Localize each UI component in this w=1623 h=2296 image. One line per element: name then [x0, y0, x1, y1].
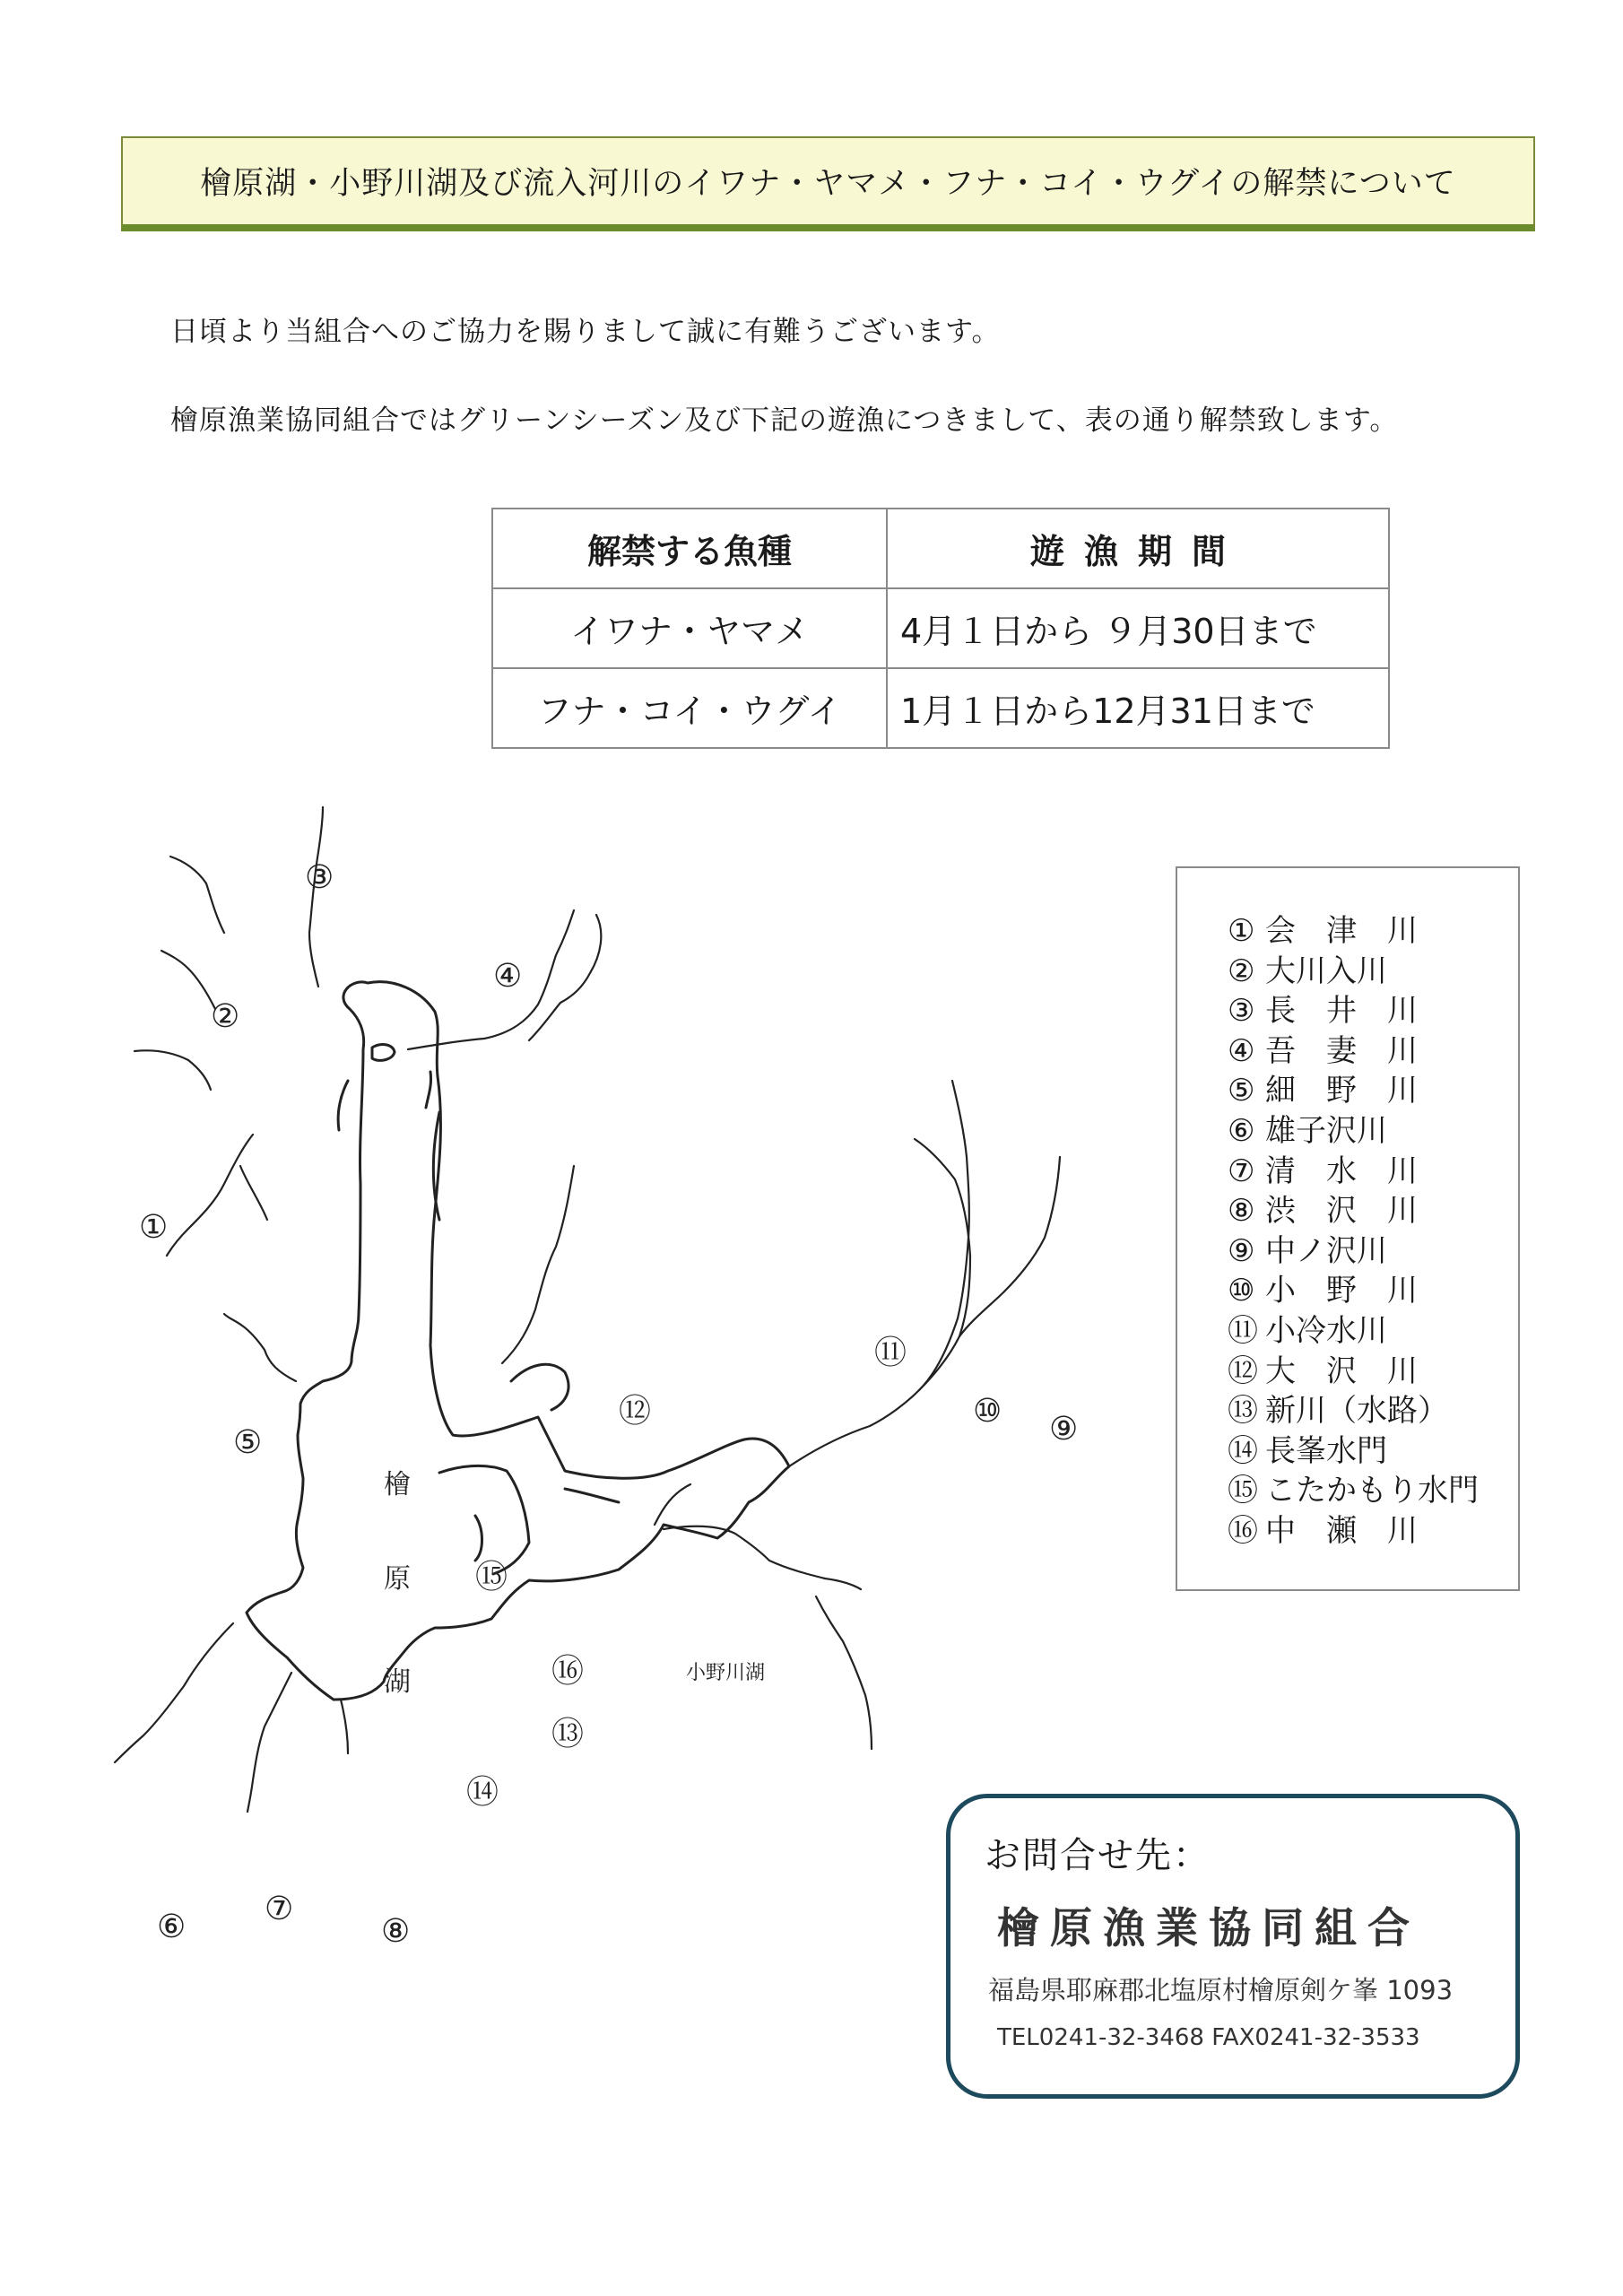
inner-shore-line	[338, 1081, 348, 1130]
river-2	[135, 1050, 211, 1090]
column-header-period: 遊漁期間	[887, 509, 1389, 588]
river-8	[341, 1700, 348, 1753]
legend-number: ①	[1228, 913, 1255, 949]
lake-label-3: 湖	[384, 1666, 411, 1698]
period-cell: 4月１日から ９月30日まで	[887, 588, 1389, 668]
legend-item	[1228, 1431, 1518, 1472]
marker-15: ⑮	[475, 1559, 508, 1596]
inner-shore-line	[511, 1364, 568, 1410]
table-row	[492, 668, 1389, 748]
legend-item	[1228, 1031, 1518, 1072]
river-10	[919, 1081, 969, 1390]
legend-name: 小冷水川	[1265, 1312, 1387, 1349]
legend-number: ⑮	[1228, 1473, 1258, 1509]
species-cell: フナ・コイ・ウグイ	[492, 668, 887, 748]
marker-11: ⑪	[874, 1335, 907, 1371]
legend-item	[1228, 952, 1518, 992]
legend-number: ⑧	[1228, 1193, 1255, 1230]
legend-number: ⑨	[1228, 1232, 1255, 1269]
lake-map-drawing	[99, 807, 1085, 2018]
river-12	[502, 1166, 574, 1363]
river-1b	[240, 1166, 267, 1220]
legend-name: 渋 沢 川	[1265, 1193, 1418, 1230]
marker-10: ⑩	[973, 1393, 1002, 1430]
legend-item	[1228, 991, 1518, 1031]
contact-box	[946, 1794, 1520, 2099]
marker-6: ⑥	[157, 1909, 187, 1945]
legend-item	[1228, 1311, 1518, 1352]
table-header-row	[492, 509, 1389, 588]
river-3	[309, 807, 323, 987]
legend-name: 長 井 川	[1265, 993, 1418, 1030]
contact-address: 福島県耶麻郡北塩原村檜原剣ケ峯 1093	[988, 1975, 1454, 2005]
legend-name: 長峯水門	[1265, 1432, 1387, 1469]
legend-item	[1228, 1352, 1518, 1392]
contact-heading: お問合せ先：	[985, 1835, 1211, 1876]
lake-label-1: 檜	[384, 1469, 411, 1500]
season-table	[491, 508, 1390, 749]
legend-number: ⑤	[1228, 1073, 1255, 1109]
shorelines	[247, 982, 789, 1700]
lake-island	[372, 1045, 395, 1061]
legend-name: 中ノ沢川	[1265, 1232, 1387, 1269]
marker-5: ⑤	[233, 1424, 263, 1461]
marker-14: ⑭	[466, 1774, 499, 1811]
column-header-species: 解禁する魚種	[492, 509, 887, 588]
marker-8: ⑧	[381, 1913, 411, 1950]
marker-13: ⑬	[551, 1716, 585, 1752]
legend-item	[1228, 1511, 1518, 1552]
marker-1: ①	[139, 1209, 169, 1246]
legend-number: ⑫	[1228, 1352, 1258, 1389]
rivers	[115, 807, 1060, 1812]
river-4	[408, 910, 574, 1049]
legend-item	[1228, 911, 1518, 952]
marker-9: ⑨	[1049, 1411, 1079, 1448]
river-3b	[170, 857, 224, 933]
legend-number: ⑩	[1228, 1273, 1255, 1309]
inner-shore-line	[565, 1489, 619, 1502]
intro-line-1: 日頃より当組合へのご協力を賜りまして誠に有難うございます。	[170, 316, 1001, 348]
legend-name: 雄子沢川	[1265, 1112, 1387, 1149]
marker-16: ⑯	[551, 1653, 585, 1690]
legend-name: 吾 妻 川	[1265, 1032, 1418, 1069]
inner-shore-line	[475, 1516, 482, 1561]
legend-number: ③	[1228, 993, 1255, 1030]
legend-number: ⑦	[1228, 1152, 1255, 1189]
legend-name: 細 野 川	[1265, 1073, 1418, 1109]
lake-label-2: 原	[384, 1563, 411, 1595]
legend-item	[1228, 1471, 1518, 1511]
legend-name: 大川入川	[1265, 952, 1387, 989]
legend-name: 大 沢 川	[1265, 1352, 1418, 1389]
contact-organization: 檜原漁業協同組合	[997, 1904, 1420, 1953]
lake-map	[99, 807, 1085, 2022]
legend-item	[1228, 1071, 1518, 1111]
hibara-lake-shore	[247, 982, 789, 1700]
marker-12: ⑫	[619, 1393, 652, 1430]
legend-item	[1228, 1191, 1518, 1231]
legend-number: ⑭	[1228, 1432, 1258, 1469]
river-markers	[139, 859, 1078, 1950]
marker-3: ③	[305, 859, 334, 896]
legend-item	[1228, 1111, 1518, 1152]
legend-number: ⑪	[1228, 1312, 1258, 1349]
title-banner	[121, 136, 1535, 231]
legend-item	[1228, 1231, 1518, 1272]
legend-item	[1228, 1152, 1518, 1192]
marker-2: ②	[211, 998, 240, 1035]
marker-4: ④	[493, 958, 523, 995]
marker-7: ⑦	[265, 1891, 294, 1927]
legend-item	[1228, 1391, 1518, 1431]
river-7	[247, 1673, 291, 1812]
legend-name: 清 水 川	[1265, 1152, 1418, 1189]
river-11	[915, 1139, 970, 1336]
intro-line-2: 檜原漁業協同組合ではグリーンシーズン及び下記の遊漁につきまして、表の通り解禁致します。	[170, 404, 1399, 437]
legend-name: 中 瀬 川	[1265, 1512, 1418, 1549]
legend-number: ⑥	[1228, 1112, 1255, 1149]
river-legend	[1176, 866, 1520, 1591]
legend-name: 小 野 川	[1265, 1273, 1418, 1309]
legend-name: こたかもり水門	[1265, 1473, 1479, 1509]
river-9	[789, 1157, 1060, 1466]
ono-lake-label: 小野川湖	[686, 1662, 766, 1684]
page-title: 檜原湖・小野川湖及び流入河川のイワナ・ヤマメ・フナ・コイ・ウグイの解禁について	[200, 166, 1456, 202]
river-5	[224, 1314, 296, 1381]
contact-phone-fax: TEL0241-32-3468 FAX0241-32-3533	[997, 2024, 1420, 2051]
inner-shore-line	[439, 1465, 529, 1574]
legend-name: 新川（水路）	[1265, 1393, 1448, 1430]
river-6	[115, 1623, 233, 1762]
inner-shore-line	[426, 1072, 431, 1108]
legend-number: ⑯	[1228, 1512, 1258, 1549]
period-cell: 1月１日から12月31日まで	[887, 668, 1389, 748]
legend-number: ②	[1228, 952, 1255, 989]
table-row	[492, 588, 1389, 668]
river-16	[655, 1484, 690, 1525]
legend-item	[1228, 1271, 1518, 1311]
legend-name: 会 津 川	[1265, 913, 1418, 949]
river-1	[167, 1135, 253, 1256]
species-cell: イワナ・ヤマメ	[492, 588, 887, 668]
legend-number: ④	[1228, 1032, 1255, 1069]
river-2b	[161, 951, 215, 1009]
legend-number: ⑬	[1228, 1393, 1258, 1430]
river-13	[664, 1526, 861, 1589]
river-13b	[816, 1596, 872, 1749]
